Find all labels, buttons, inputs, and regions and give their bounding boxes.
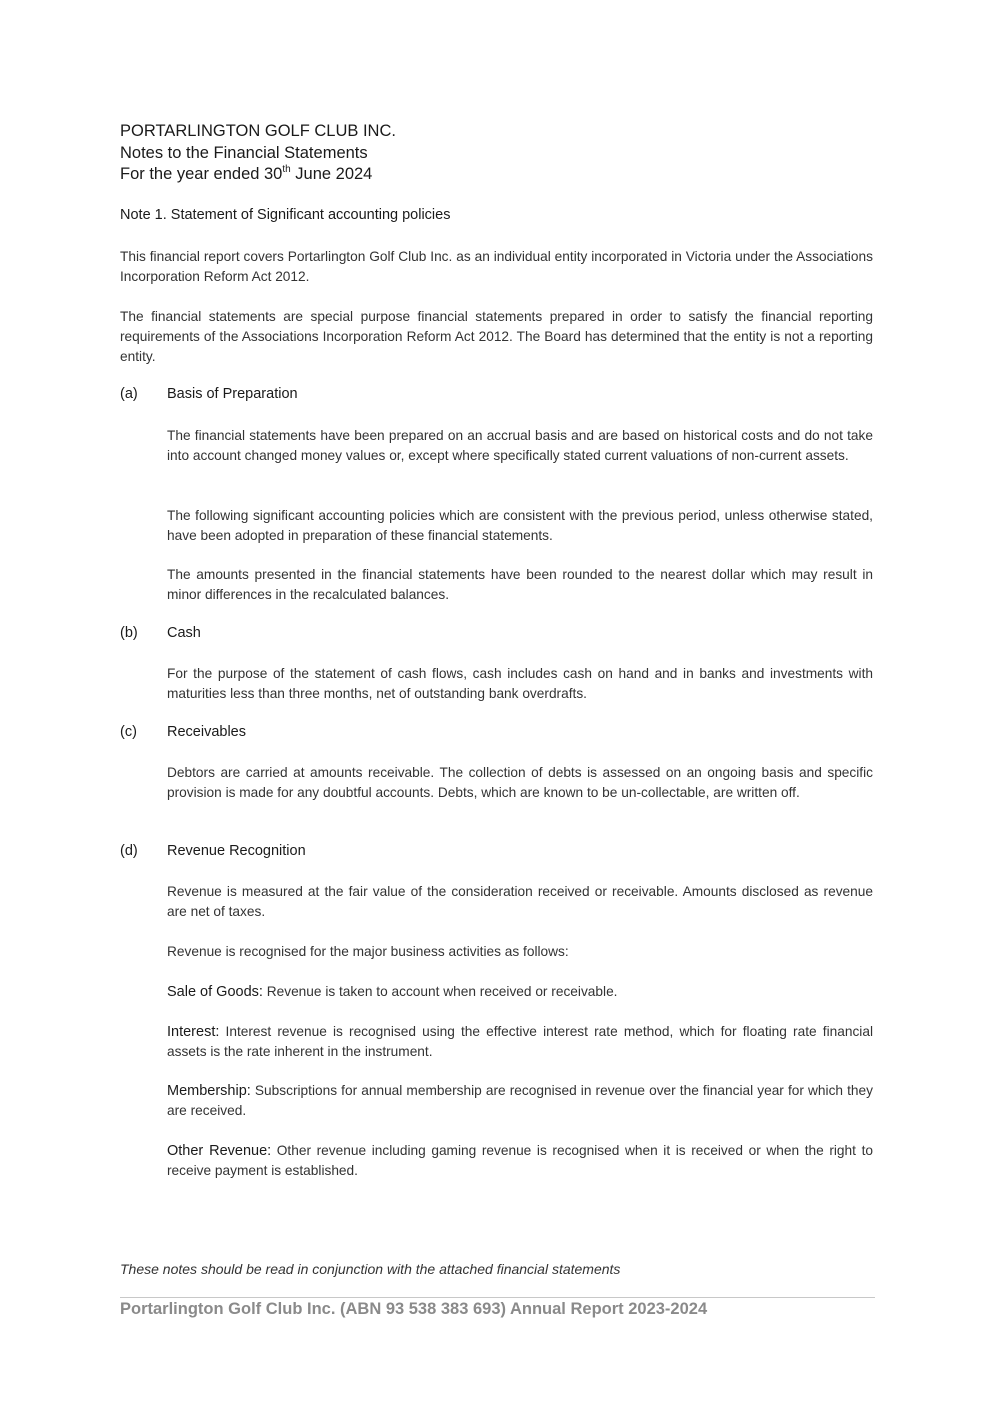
reporting-period: For the year ended 30th June 2024 bbox=[120, 163, 373, 183]
section-title: Revenue Recognition bbox=[167, 843, 306, 859]
revenue-item-other bbox=[167, 1141, 873, 1181]
section-paragraph: The amounts presented in the financial statements have been rounded to the nearest dollar which may result in minor differences in the recalculated balances. bbox=[167, 567, 873, 602]
section-paragraph: For the purpose of the statement of cash flows, cash includes cash on hand and in banks and investments with maturities less than three months, net of outstanding bank overdrafts. bbox=[167, 666, 873, 701]
revenue-item-sale-of-goods bbox=[167, 982, 873, 1002]
item-text: Interest revenue is recognised using the effective interest rate method, which for floating rate financial assets is the rate inherent in the instrument. bbox=[167, 1024, 873, 1059]
note-heading: Note 1. Statement of Significant accounting policies bbox=[120, 207, 451, 223]
section-letter: (a) bbox=[120, 386, 138, 402]
document-header bbox=[120, 121, 396, 186]
section-paragraph: The following significant accounting policies which are consistent with the previous period, unless otherwise stated, have been adopted in preparation of these financial statements. bbox=[167, 508, 873, 543]
item-label: Interest: bbox=[167, 1024, 220, 1040]
section-letter: (c) bbox=[120, 724, 137, 740]
page-footer: Portarlington Golf Club Inc. (ABN 93 538 383 693) Annual Report 2023-2024 bbox=[120, 1300, 708, 1318]
item-text: Revenue is taken to account when received or receivable. bbox=[262, 984, 618, 999]
footnote: These notes should be read in conjunction with the attached financial statements bbox=[120, 1261, 621, 1277]
section-letter: (d) bbox=[120, 843, 138, 859]
section-title: Receivables bbox=[167, 724, 246, 740]
section-heading-revenue bbox=[120, 843, 306, 859]
section-paragraph: Revenue is measured at the fair value of the consideration received or receivable. Amounts disclosed as revenue are net of taxes. bbox=[167, 884, 873, 919]
footer-divider bbox=[120, 1297, 875, 1298]
section-title: Basis of Preparation bbox=[167, 386, 298, 402]
section-paragraph: Debtors are carried at amounts receivable. The collection of debts is assessed on an ongoing basis and specific provision is made for any doubtful accounts. Debts, which are known to be un-collectable, are written off. bbox=[167, 765, 873, 800]
section-title: Cash bbox=[167, 625, 201, 641]
note-paragraph: The financial statements are special purpose financial statements prepared in order to satisfy the financial reporting requirements of the Associations Incorporation Reform Act 2012. The Board has determined that the entity is not a reporting entity. bbox=[120, 309, 873, 364]
section-heading-receivables bbox=[120, 724, 246, 740]
section-paragraph: Revenue is recognised for the major business activities as follows: bbox=[167, 944, 569, 959]
item-text: Subscriptions for annual membership are recognised in revenue over the financial year for which they are received. bbox=[167, 1083, 873, 1118]
section-heading-basis bbox=[120, 386, 298, 402]
item-label: Sale of Goods: bbox=[167, 984, 263, 1000]
document-subtitle: Notes to the Financial Statements bbox=[120, 143, 368, 162]
section-heading-cash bbox=[120, 625, 201, 641]
item-label: Other Revenue: bbox=[167, 1143, 272, 1159]
section-paragraph: The financial statements have been prepared on an accrual basis and are based on historical costs and do not take into account changed money values or, except where specifically stated current valuations of non-current assets. bbox=[167, 428, 873, 463]
revenue-item-interest bbox=[167, 1022, 873, 1062]
note-paragraph: This financial report covers Portarlington Golf Club Inc. as an individual entity incorporated in Victoria under the Associations Incorporation Reform Act 2012. bbox=[120, 249, 873, 284]
revenue-item-membership bbox=[167, 1081, 873, 1121]
item-text: Other revenue including gaming revenue is recognised when it is received or when the right to receive payment is established. bbox=[167, 1143, 873, 1178]
section-letter: (b) bbox=[120, 625, 138, 641]
item-label: Membership: bbox=[167, 1083, 251, 1099]
organization-name: PORTARLINGTON GOLF CLUB INC. bbox=[120, 122, 396, 140]
